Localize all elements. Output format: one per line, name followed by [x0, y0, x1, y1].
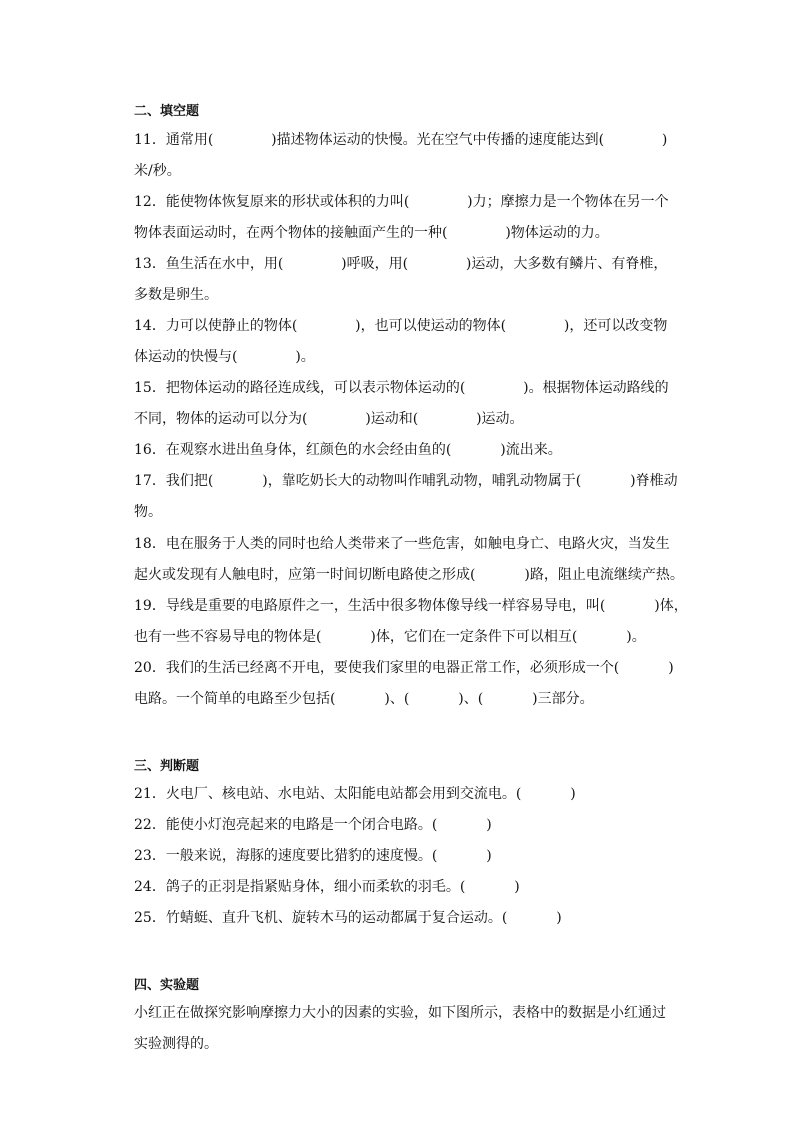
question-13-line-1: 13．鱼生活在水中，用( )呼吸，用( )运动，大多数有鳞片、有脊椎， — [134, 256, 668, 272]
question-16-line-1: 16．在观察水进出鱼身体，红颜色的水会经由鱼的( )流出来。 — [134, 442, 562, 458]
section-title-fill: 二、填空题 — [134, 104, 200, 119]
section-title-experiment: 四、实验题 — [134, 978, 200, 993]
question-15-line-1: 15．把物体运动的路径连成线，可以表示物体运动的( )。根据物体运动路线的 — [134, 380, 669, 396]
question-15-line-2: 不同，物体的运动可以分为( )运动和( )运动。 — [134, 411, 524, 427]
section-title-judge: 三、判断题 — [134, 759, 200, 774]
question-22: 22．能使小灯泡亮起来的电路是一个闭合电路。( ) — [134, 817, 492, 833]
question-25: 25．竹蜻蜓、直升飞机、旋转木马的运动都属于复合运动。( ) — [134, 910, 562, 926]
question-19-line-2: 也有一些不容易导电的物体是( )体，它们在一定条件下可以相互( )。 — [134, 629, 646, 645]
question-21: 21．火电厂、核电站、水电站、太阳能电站都会用到交流电。( ) — [134, 786, 576, 802]
question-13-line-2: 多数是卵生。 — [134, 287, 218, 303]
experiment-intro-line-1: 小红正在做探究影响摩擦力大小的因素的实验，如下图所示，表格中的数据是小红通过 — [134, 1005, 666, 1021]
question-20-line-1: 20．我们的生活已经离不开电，要使我们家里的电器正常工作，必须形成一个( ) — [134, 660, 674, 676]
question-19-line-1: 19．导线是重要的电路原件之一，生活中很多物体像导线一样容易导电，叫( )体， — [134, 598, 688, 614]
question-17-line-2: 物。 — [134, 504, 162, 520]
question-23: 23．一般来说，海豚的速度要比猎豹的速度慢。( ) — [134, 848, 492, 864]
question-18-line-2: 起火或发现有人触电时，应第一时间切断电路使之形成( )路，阻止电流继续产热。 — [134, 567, 684, 583]
question-11-line-2: 米/秒。 — [134, 163, 181, 179]
question-24: 24．鸽子的正羽是指紧贴身体，细小而柔软的羽毛。( ) — [134, 879, 520, 895]
question-18-line-1: 18．电在服务于人类的同时也给人类带来了一些危害，如触电身亡、电路火灾，当发生 — [134, 536, 670, 552]
question-12-line-1: 12．能使物体恢复原来的形状或体积的力叫( )力；摩擦力是一个物体在另一个 — [134, 194, 669, 210]
question-14-line-2: 体运动的快慢与( )。 — [134, 349, 315, 365]
question-12-line-2: 物体表面运动时，在两个物体的接触面产生的一种( )物体运动的力。 — [134, 225, 609, 241]
question-17-line-1: 17．我们把( )，靠吃奶长大的动物叫作哺乳动物，哺乳动物属于( )脊椎动 — [134, 473, 678, 489]
question-14-line-1: 14．力可以使静止的物体( )，也可以使运动的物体( )，还可以改变物 — [134, 318, 668, 334]
question-20-line-2: 电路。一个简单的电路至少包括( )、( )、( )三部分。 — [134, 691, 594, 707]
question-11-line-1: 11．通常用( )描述物体运动的快慢。光在空气中传播的速度能达到( ) — [134, 132, 668, 148]
experiment-intro-line-2: 实验测得的。 — [134, 1036, 218, 1052]
